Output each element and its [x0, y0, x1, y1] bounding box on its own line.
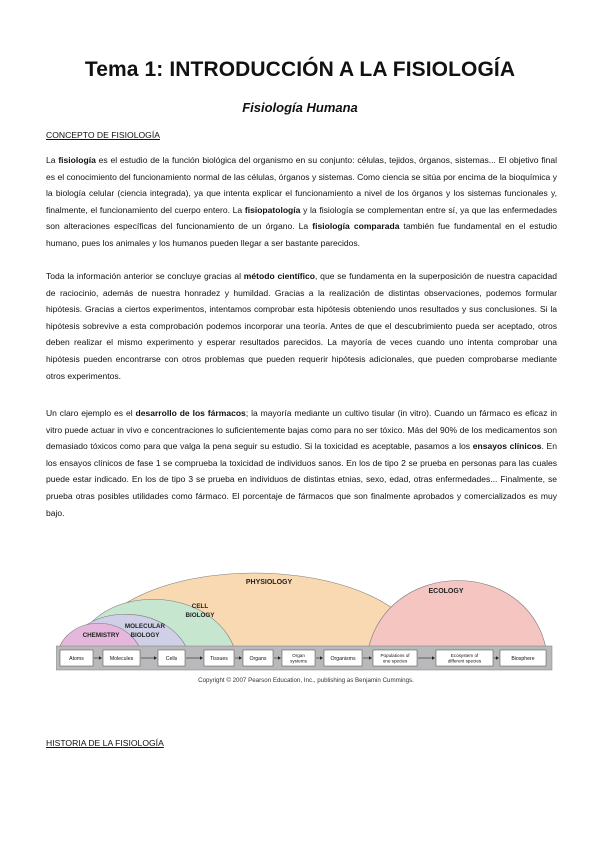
- section-heading-concepto: CONCEPTO DE FISIOLOGÍA: [46, 130, 160, 140]
- molecular-biology-label-line1: MOLECULAR: [124, 623, 166, 630]
- chemistry-label: CHEMISTRY: [82, 632, 120, 639]
- paragraph-2: Toda la información anterior se concluye gracias al método científico, que se fundamenta en la superposición de nuestra capacidad de raciocinio, además de nuestra honradez y humildad. Gracias a la realización de distintas observaciones, podemos formular hipótesis. Gracias a ciertos experimentos, intentamos comprobar esta hipótesis obteniendo unos resultados y sus conclusiones. Si la hipótesis sobrevive a esta comprobación podemos incorporar una teoría. Antes de que el descubrimiento pueda ser aceptado, otros deben realizar el mismo experimento y esperar resultados parecidos. La mayoría de veces cuando uno intenta comprobar una hipótesis pueden encontrarse con otros problemas que pueden requerir hipótesis adicionales, que pueden comprobarse mediante otros experimentos.: [46, 271, 557, 381]
- physiology-label: PHYSIOLOGY: [245, 579, 293, 586]
- molecular-biology-label-line2: BIOLOGY: [130, 632, 160, 639]
- page-subtitle: Fisiología Humana: [242, 100, 358, 115]
- biology-levels-diagram: [56, 548, 556, 678]
- cell-biology-label-line1: CELL: [191, 603, 209, 610]
- cell-biology-label-line2: BIOLOGY: [185, 612, 215, 619]
- level-label: Ecosystem of different species: [447, 653, 482, 664]
- paragraph-1: La fisiología es el estudio de la función biológica del organismo en su conjunto: células, tejidos, órganos, sistemas... El objetivo final es el conocimiento del funcionamiento normal de las células, órganos y sistemas. Como ciencia se sitúa por encima de la bioquímica y la biología celular (ciencia integrada), ya que intenta explicar el funcionamiento a nivel de los órganos y los sistemas funcionales y, finalmente, el funcionamiento del cuerpo entero. La fisiopatología y la fisiología se complementan entre sí, ya que las enfermedades son alteraciones específicas del funcionamiento de un órgano. La fisiología comparada también fue fundamental en el estudio humano, pues los animales y los humanos pueden llegar a ser bastante parecidos.: [46, 155, 558, 248]
- level-label: Atoms: [69, 656, 84, 662]
- biology-levels-figure: [56, 548, 556, 688]
- level-label: Organ systems: [290, 653, 307, 664]
- level-label: Molecules: [109, 656, 134, 662]
- figure-caption: Copyright © 2007 Pearson Education, Inc., publishing as Benjamin Cummings.: [198, 677, 414, 684]
- page-title: Tema 1: INTRODUCCIÓN A LA FISIOLOGÍA: [84, 58, 516, 81]
- section-heading-historia: HISTORIA DE LA FISIOLOGÍA: [46, 738, 164, 748]
- level-label: Cells: [165, 656, 178, 662]
- level-label: Tissues: [210, 656, 228, 662]
- level-label: Organisms: [330, 656, 356, 662]
- ecology-label: ECOLOGY: [428, 588, 464, 595]
- level-label: Biosphere: [511, 656, 535, 662]
- level-label: Populations of one species: [380, 653, 410, 664]
- paragraph-3: Un claro ejemplo es el desarrollo de los fármacos; la mayoría mediante un cultivo tisular (in vitro). Cuando un fármaco es eficaz in vitro puede actuar in vivo e concentraciones lo suficientemente bajas como para no ser tóxico. Más del 90% de los medicamentos son demasiado tóxicos como para que valga la pena seguir su estudio. Si la toxicidad es aceptable, pasamos a los ensayos clínicos. En los ensayos clínicos de fase 1 se comprueba la toxicidad de individuos sanos. En los de tipo 2 se prueba en personas para las cuales puede estar indicado. En los de tipo 3 se prueba en individuos de distintas etnias, sexo, edad, otras enfermedades... Finalmente, se prueba otras posibles utilidades como fármaco. El porcentaje de fármacos que son finalmente aprobados y comercializados es muy bajo.: [46, 408, 557, 518]
- level-label: Organs: [249, 656, 267, 662]
